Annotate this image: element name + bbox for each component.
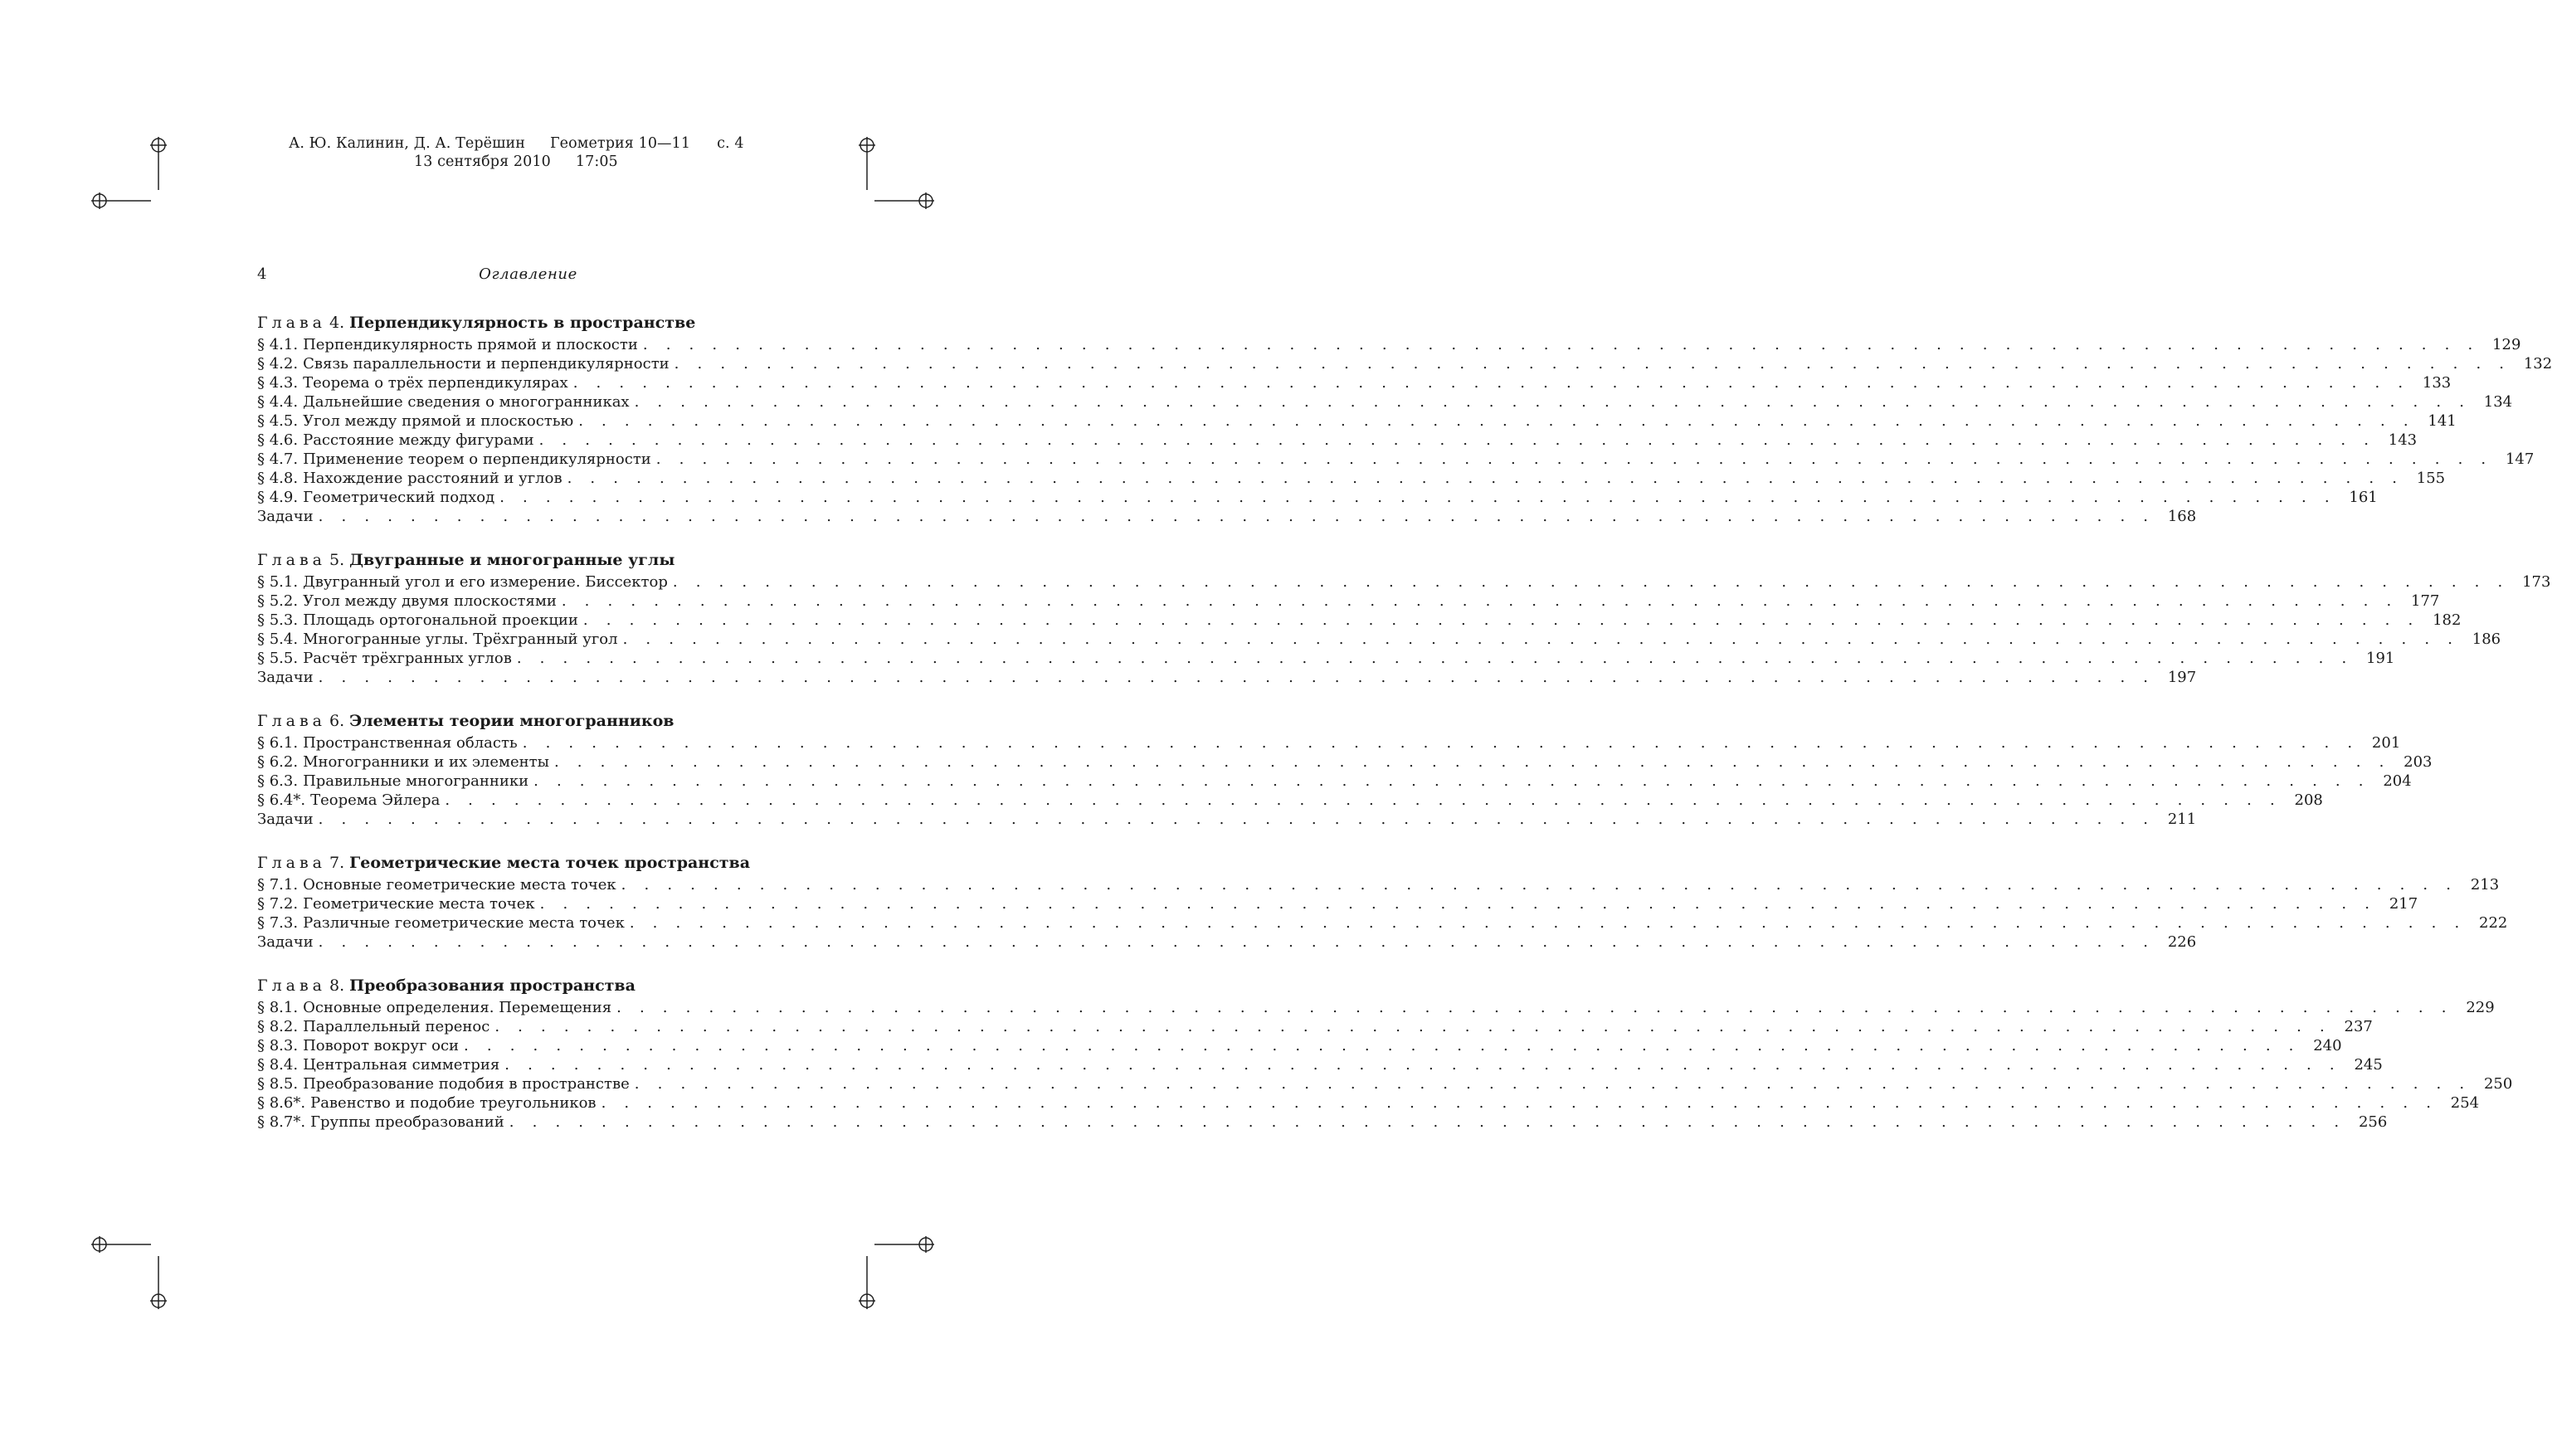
toc-entry[interactable]	[257, 373, 2452, 392]
page-ref: 256	[2358, 1113, 2388, 1131]
chapter-word: Глава	[257, 854, 327, 872]
toc-entry-label	[257, 810, 319, 829]
page-ref: 147	[2505, 450, 2535, 468]
dot-leader: . . . . . . . . . . . . . . . . . . . . . . . . . . . . . . . . . . . . . . . . . . . . . . . . . . . . . . . . . . . . . . . . . . . . . . . . . . . . . . . .	[509, 1113, 2346, 1131]
section-number: § 4.1.	[257, 336, 299, 353]
section-number: § 7.2.	[257, 895, 299, 913]
section-number: § 6.2.	[257, 753, 299, 771]
toc-entry[interactable]	[257, 1036, 2342, 1055]
chapter-word: Глава	[257, 976, 327, 995]
dot-leader: . . . . . . . . . . . . . . . . . . . . . . . . . . . . . . . . . . . . . . . . . . . . . . . . . . . . . . . . . . . . . . . . . . . . . . . . . . . . . . . .	[674, 355, 2511, 373]
toc-entry-label	[257, 335, 643, 354]
chapter-title: Элементы теории многогранников	[349, 712, 675, 730]
toc-entry[interactable]	[257, 572, 2551, 592]
page-ref: 204	[2383, 772, 2412, 790]
page-ref: 201	[2371, 734, 2401, 752]
chapter-number: 4.	[329, 314, 345, 332]
toc-entry[interactable]	[257, 431, 2418, 450]
toc-entry[interactable]	[257, 1055, 2383, 1074]
section-number: § 6.4*.	[257, 791, 306, 809]
slug-time: 17:05	[575, 153, 618, 170]
toc-entry-label	[257, 933, 319, 952]
dot-leader: . . . . . . . . . . . . . . . . . . . . . . . . . . . . . . . . . . . . . . . . . . . . . . . . . . . . . . . . . . . . . . . . . . . . . . . . . . . . . . . .	[318, 669, 2155, 686]
section-title: Равенство и подобие треугольников	[310, 1094, 597, 1112]
dot-leader: . . . . . . . . . . . . . . . . . . . . . . . . . . . . . . . . . . . . . . . . . . . . . . . . . . . . . . . . . . . . . . . . . . . . . . . . . . . . . . . .	[445, 791, 2282, 809]
dot-leader: . . . . . . . . . . . . . . . . . . . . . . . . . . . . . . . . . . . . . . . . . . . . . . . . . . . . . . . . . . . . . . . . . . . . . . . . . . . . . . . .	[582, 611, 2420, 629]
chapter-section	[257, 850, 2508, 952]
page-ref: 177	[2411, 592, 2440, 610]
crop-mark-top-left	[91, 137, 166, 212]
section-number: § 8.2.	[257, 1018, 299, 1035]
toc-entry-label	[257, 752, 554, 772]
page-ref: 222	[2479, 914, 2508, 932]
toc-entry[interactable]	[257, 1017, 2373, 1036]
chapter-section	[257, 548, 2551, 687]
dot-leader: . . . . . . . . . . . . . . . . . . . . . . . . . . . . . . . . . . . . . . . . . . . . . . . . . . . . . . . . . . . . . . . . . . . . . . . . . . . . . . . .	[318, 508, 2155, 525]
dot-leader: . . . . . . . . . . . . . . . . . . . . . . . . . . . . . . . . . . . . . . . . . . . . . . . . . . . . . . . . . . . . . . . . . . . . . . . . . . . . . . . .	[553, 753, 2391, 771]
dot-leader: . . . . . . . . . . . . . . . . . . . . . . . . . . . . . . . . . . . . . . . . . . . . . . . . . . . . . . . . . . . . . . . . . . . . . . . . . . . . . . . .	[318, 933, 2155, 951]
toc-entry[interactable]	[257, 335, 2521, 354]
section-title: Задачи	[257, 811, 314, 828]
toc-entry-label	[257, 630, 623, 649]
section-number: § 6.3.	[257, 772, 299, 790]
toc-entry[interactable]	[257, 1113, 2388, 1132]
section-number: § 8.4.	[257, 1056, 299, 1074]
toc-entry[interactable]	[257, 649, 2395, 668]
dot-leader: . . . . . . . . . . . . . . . . . . . . . . . . . . . . . . . . . . . . . . . . . . . . . . . . . . . . . . . . . . . . . . . . . . . . . . . . . . . . . . . .	[561, 592, 2399, 610]
crop-mark-bottom-right	[860, 1236, 934, 1311]
toc-entry-label	[257, 649, 517, 668]
dot-leader: . . . . . . . . . . . . . . . . . . . . . . . . . . . . . . . . . . . . . . . . . . . . . . . . . . . . . . . . . . . . . . . . . . . . . . . . . . . . . . . .	[516, 650, 2354, 667]
toc-entry[interactable]	[257, 933, 2197, 952]
dot-leader: . . . . . . . . . . . . . . . . . . . . . . . . . . . . . . . . . . . . . . . . . . . . . . . . . . . . . . . . . . . . . . . . . . . . . . . . . . . . . . . .	[621, 876, 2458, 894]
toc-entry[interactable]	[257, 592, 2440, 611]
section-title: Группы преобразований	[310, 1113, 504, 1131]
toc-entry[interactable]	[257, 354, 2552, 373]
toc-entry[interactable]	[257, 411, 2457, 431]
page-title: Оглавление	[479, 265, 577, 283]
section-title: Задачи	[257, 508, 314, 525]
chapter-title: Геометрические места точек пространства	[349, 854, 751, 872]
dot-leader: . . . . . . . . . . . . . . . . . . . . . . . . . . . . . . . . . . . . . . . . . . . . . . . . . . . . . . . . . . . . . . . . . . . . . . . . . . . . . . . .	[539, 895, 2377, 913]
section-title: Основные определения. Перемещения	[303, 999, 612, 1016]
section-title: Основные геометрические места точек	[303, 876, 616, 894]
dot-leader: . . . . . . . . . . . . . . . . . . . . . . . . . . . . . . . . . . . . . . . . . . . . . . . . . . . . . . . . . . . . . . . . . . . . . . . . . . . . . . . .	[629, 914, 2467, 932]
section-title: Применение теорем о перпендикулярности	[303, 450, 651, 468]
toc-entry[interactable]	[257, 450, 2535, 469]
page-ref: 217	[2389, 895, 2418, 913]
toc-entry[interactable]	[257, 810, 2197, 829]
slug-sheet: с. 4	[717, 135, 744, 152]
toc-entry[interactable]	[257, 1093, 2480, 1113]
toc-entry[interactable]	[257, 630, 2501, 649]
toc-entry[interactable]	[257, 611, 2462, 630]
chapter-section	[257, 709, 2433, 829]
toc-entry[interactable]	[257, 998, 2495, 1017]
dot-leader: . . . . . . . . . . . . . . . . . . . . . . . . . . . . . . . . . . . . . . . . . . . . . . . . . . . . . . . . . . . . . . . . . . . . . . . . . . . . . . . .	[567, 470, 2404, 487]
section-title: Теорема Эйлера	[310, 791, 441, 809]
chapter-heading	[257, 310, 799, 335]
page-ref: 182	[2433, 611, 2462, 629]
section-number: § 4.7.	[257, 450, 299, 468]
slug-authors: А. Ю. Калинин, Д. А. Терёшин	[289, 135, 525, 152]
slug-line-1	[289, 134, 744, 153]
chapter-title: Преобразования пространства	[349, 976, 636, 995]
chapter-word: Глава	[257, 314, 327, 332]
page-ref: 132	[2523, 355, 2552, 373]
toc-entry-label	[257, 1093, 601, 1113]
page-ref: 208	[2294, 791, 2323, 809]
section-title: Нахождение расстояний и углов	[303, 470, 563, 487]
section-title: Различные геометрические места точек	[303, 914, 625, 932]
section-title: Геометрические места точек	[303, 895, 535, 913]
section-number: § 5.3.	[257, 611, 299, 629]
dot-leader: . . . . . . . . . . . . . . . . . . . . . . . . . . . . . . . . . . . . . . . . . . . . . . . . . . . . . . . . . . . . . . . . . . . . . . . . . . . . . . . .	[494, 1018, 2331, 1035]
section-title: Задачи	[257, 933, 314, 951]
crop-mark-bottom-left	[91, 1236, 166, 1311]
toc-entry-label	[257, 488, 499, 507]
section-title: Параллельный перенос	[303, 1018, 490, 1035]
dot-leader: . . . . . . . . . . . . . . . . . . . . . . . . . . . . . . . . . . . . . . . . . . . . . . . . . . . . . . . . . . . . . . . . . . . . . . . . . . . . . . . .	[538, 431, 2376, 449]
toc-entry-label	[257, 668, 319, 687]
page-ref: 254	[2450, 1094, 2480, 1112]
section-title: Теорема о трёх перпендикулярах	[303, 374, 568, 392]
section-number: § 8.6*.	[257, 1094, 306, 1112]
toc-entry-label	[257, 507, 319, 526]
page-ref: 240	[2313, 1037, 2342, 1054]
toc-entry-label	[257, 392, 635, 411]
toc-entry[interactable]	[257, 772, 2412, 791]
section-title: Преобразование подобия в пространстве	[303, 1075, 630, 1093]
dot-leader: . . . . . . . . . . . . . . . . . . . . . . . . . . . . . . . . . . . . . . . . . . . . . . . . . . . . . . . . . . . . . . . . . . . . . . . . . . . . . . . .	[655, 450, 2493, 468]
chapter-section	[257, 973, 2513, 1132]
dot-leader: . . . . . . . . . . . . . . . . . . . . . . . . . . . . . . . . . . . . . . . . . . . . . . . . . . . . . . . . . . . . . . . . . . . . . . . . . . . . . . . .	[499, 489, 2336, 506]
section-number: § 4.3.	[257, 374, 299, 392]
section-number: § 6.1.	[257, 734, 299, 752]
chapter-title: Двугранные и многогранные углы	[349, 551, 675, 569]
page-ref: 229	[2466, 999, 2495, 1016]
page-ref: 213	[2470, 876, 2500, 894]
toc-entry-label	[257, 611, 583, 630]
section-title: Угол между двумя плоскостями	[303, 592, 557, 610]
toc-entry-label	[257, 1074, 635, 1093]
section-title: Дальнейшие сведения о многогранниках	[303, 393, 630, 411]
section-number: § 4.4.	[257, 393, 299, 411]
section-title: Угол между прямой и плоскостью	[303, 412, 574, 430]
page-ref: 250	[2483, 1075, 2513, 1093]
section-title: Расстояние между фигурами	[303, 431, 534, 449]
page-ref: 143	[2388, 431, 2418, 449]
toc-entry[interactable]	[257, 488, 2378, 507]
dot-leader: . . . . . . . . . . . . . . . . . . . . . . . . . . . . . . . . . . . . . . . . . . . . . . . . . . . . . . . . . . . . . . . . . . . . . . . . . . . . . . . .	[464, 1037, 2301, 1054]
section-number: § 4.6.	[257, 431, 299, 449]
chapter-heading	[257, 850, 799, 875]
page-ref: 197	[2167, 669, 2197, 686]
dot-leader: . . . . . . . . . . . . . . . . . . . . . . . . . . . . . . . . . . . . . . . . . . . . . . . . . . . . . . . . . . . . . . . . . . . . . . . . . . . . . . . .	[522, 734, 2360, 752]
page-ref: 173	[2522, 573, 2551, 591]
chapter-number: 6.	[329, 712, 345, 730]
dot-leader: . . . . . . . . . . . . . . . . . . . . . . . . . . . . . . . . . . . . . . . . . . . . . . . . . . . . . . . . . . . . . . . . . . . . . . . . . . . . . . . .	[642, 336, 2480, 353]
page-ref: 133	[2422, 374, 2452, 392]
dot-leader: . . . . . . . . . . . . . . . . . . . . . . . . . . . . . . . . . . . . . . . . . . . . . . . . . . . . . . . . . . . . . . . . . . . . . . . . . . . . . . . .	[622, 631, 2460, 648]
toc-entry-label	[257, 354, 675, 373]
toc-entry-label	[257, 913, 630, 933]
toc-entry-label	[257, 411, 578, 431]
slug-date: 13 сентября 2010	[414, 153, 551, 170]
chapter-heading	[257, 709, 799, 733]
toc-entry[interactable]	[257, 1074, 2513, 1093]
section-title: Многогранные углы. Трёхгранный угол	[303, 631, 618, 648]
slug-line-2	[414, 153, 618, 171]
section-number: § 8.1.	[257, 999, 299, 1016]
toc-entry-label	[257, 875, 621, 894]
page-ref: 129	[2492, 336, 2521, 353]
toc-entry[interactable]	[257, 894, 2418, 913]
section-title: Перпендикулярность прямой и плоскости	[303, 336, 638, 353]
toc-entry-label	[257, 450, 656, 469]
dot-leader: . . . . . . . . . . . . . . . . . . . . . . . . . . . . . . . . . . . . . . . . . . . . . . . . . . . . . . . . . . . . . . . . . . . . . . . . . . . . . . . .	[533, 772, 2370, 790]
section-title: Площадь ортогональной проекции	[303, 611, 578, 629]
chapter-number: 7.	[329, 854, 345, 872]
dot-leader: . . . . . . . . . . . . . . . . . . . . . . . . . . . . . . . . . . . . . . . . . . . . . . . . . . . . . . . . . . . . . . . . . . . . . . . . . . . . . . . .	[634, 1075, 2472, 1093]
dot-leader: . . . . . . . . . . . . . . . . . . . . . . . . . . . . . . . . . . . . . . . . . . . . . . . . . . . . . . . . . . . . . . . . . . . . . . . . . . . . . . . .	[572, 374, 2410, 392]
section-number: § 4.8.	[257, 470, 299, 487]
chapter-word: Глава	[257, 551, 327, 569]
chapter-word: Глава	[257, 712, 327, 730]
section-number: § 5.1.	[257, 573, 299, 591]
chapter-number: 5.	[329, 551, 345, 569]
section-number: § 4.2.	[257, 355, 299, 373]
section-title: Задачи	[257, 669, 314, 686]
section-number: § 7.3.	[257, 914, 299, 932]
page-ref: 237	[2344, 1018, 2373, 1035]
dot-leader: . . . . . . . . . . . . . . . . . . . . . . . . . . . . . . . . . . . . . . . . . . . . . . . . . . . . . . . . . . . . . . . . . . . . . . . . . . . . . . . .	[504, 1056, 2341, 1074]
toc-entry[interactable]	[257, 507, 2197, 526]
toc-entry-label	[257, 1055, 504, 1074]
dot-leader: . . . . . . . . . . . . . . . . . . . . . . . . . . . . . . . . . . . . . . . . . . . . . . . . . . . . . . . . . . . . . . . . . . . . . . . . . . . . . . . .	[601, 1094, 2438, 1112]
toc-entry[interactable]	[257, 752, 2433, 772]
toc-entry-label	[257, 469, 567, 488]
toc-entry-label	[257, 998, 616, 1017]
chapter-number: 8.	[329, 976, 345, 995]
section-number: § 5.5.	[257, 650, 299, 667]
toc-entry[interactable]	[257, 875, 2500, 894]
toc-entry-label	[257, 1036, 464, 1055]
page-ref: 211	[2167, 811, 2197, 828]
section-number: § 8.3.	[257, 1037, 299, 1054]
chapter-heading	[257, 548, 799, 572]
page-ref: 186	[2472, 631, 2501, 648]
dot-leader: . . . . . . . . . . . . . . . . . . . . . . . . . . . . . . . . . . . . . . . . . . . . . . . . . . . . . . . . . . . . . . . . . . . . . . . . . . . . . . . .	[634, 393, 2472, 411]
section-number: § 4.5.	[257, 412, 299, 430]
page-ref: 155	[2416, 470, 2446, 487]
toc-entry-label	[257, 592, 562, 611]
page-ref: 134	[2483, 393, 2513, 411]
dot-leader: . . . . . . . . . . . . . . . . . . . . . . . . . . . . . . . . . . . . . . . . . . . . . . . . . . . . . . . . . . . . . . . . . . . . . . . . . . . . . . . .	[672, 573, 2510, 591]
table-of-contents	[257, 310, 2552, 1132]
section-title: Правильные многогранники	[303, 772, 529, 790]
section-title: Расчёт трёхгранных углов	[303, 650, 512, 667]
toc-entry[interactable]	[257, 392, 2513, 411]
page-ref: 191	[2366, 650, 2395, 667]
dot-leader: . . . . . . . . . . . . . . . . . . . . . . . . . . . . . . . . . . . . . . . . . . . . . . . . . . . . . . . . . . . . . . . . . . . . . . . . . . . . . . . .	[318, 811, 2155, 828]
toc-entry-label	[257, 373, 573, 392]
section-number: § 7.1.	[257, 876, 299, 894]
section-title: Поворот вокруг оси	[303, 1037, 460, 1054]
page-ref: 168	[2167, 508, 2197, 525]
toc-entry-label	[257, 791, 445, 810]
toc-entry[interactable]	[257, 733, 2401, 752]
section-title: Связь параллельности и перпендикулярности	[303, 355, 670, 373]
toc-entry-label	[257, 572, 673, 592]
toc-entry[interactable]	[257, 668, 2197, 687]
chapter-title: Перпендикулярность в пространстве	[349, 314, 696, 332]
toc-entry-label	[257, 1017, 494, 1036]
dot-leader: . . . . . . . . . . . . . . . . . . . . . . . . . . . . . . . . . . . . . . . . . . . . . . . . . . . . . . . . . . . . . . . . . . . . . . . . . . . . . . . .	[578, 412, 2415, 430]
slug-book: Геометрия 10—11	[549, 135, 691, 152]
section-number: § 8.5.	[257, 1075, 299, 1093]
page-ref: 141	[2428, 412, 2457, 430]
chapter-section	[257, 310, 2552, 526]
section-number: § 5.2.	[257, 592, 299, 610]
section-number: § 5.4.	[257, 631, 299, 648]
toc-entry[interactable]	[257, 913, 2508, 933]
crop-mark-top-right	[860, 137, 934, 212]
chapter-heading	[257, 973, 799, 998]
section-number: § 4.9.	[257, 489, 299, 506]
dot-leader: . . . . . . . . . . . . . . . . . . . . . . . . . . . . . . . . . . . . . . . . . . . . . . . . . . . . . . . . . . . . . . . . . . . . . . . . . . . . . . . .	[616, 999, 2453, 1016]
section-title: Многогранники и их элементы	[303, 753, 549, 771]
toc-entry-label	[257, 733, 523, 752]
toc-entry[interactable]	[257, 469, 2446, 488]
section-title: Центральная симметрия	[303, 1056, 500, 1074]
section-title: Пространственная область	[303, 734, 518, 752]
page-ref: 226	[2167, 933, 2197, 951]
section-title: Двугранный угол и его измерение. Биссектор	[303, 573, 668, 591]
toc-entry-label	[257, 1113, 509, 1132]
running-head	[257, 265, 799, 287]
page-ref: 203	[2403, 753, 2433, 771]
page-ref: 161	[2349, 489, 2378, 506]
toc-entry-label	[257, 894, 540, 913]
toc-entry[interactable]	[257, 791, 2323, 810]
page-ref: 245	[2354, 1056, 2383, 1074]
page-number: 4	[257, 265, 267, 283]
section-number: § 8.7*.	[257, 1113, 306, 1131]
toc-entry-label	[257, 772, 533, 791]
toc-entry-label	[257, 431, 539, 450]
section-title: Геометрический подход	[303, 489, 495, 506]
